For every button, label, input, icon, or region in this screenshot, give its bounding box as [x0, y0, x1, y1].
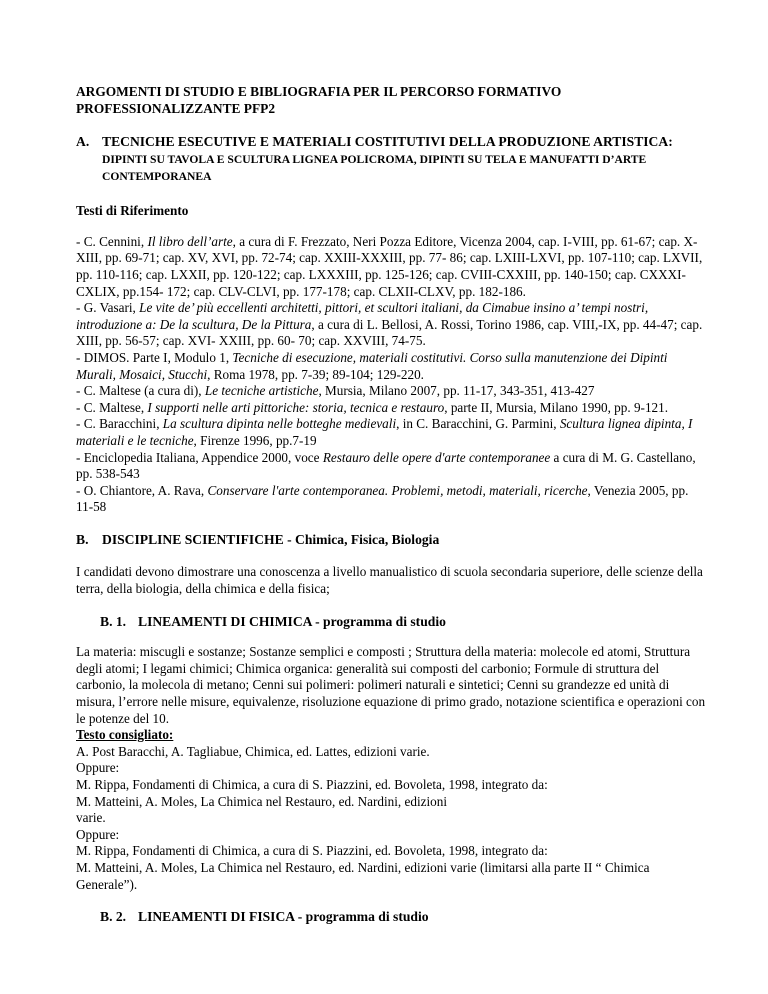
recommended-text-line: M. Matteini, A. Moles, La Chimica nel Restauro, ed. Nardini, edizioni	[76, 793, 448, 809]
section-a-letter: A.	[76, 133, 90, 149]
chemistry-program-text: La materia: miscugli e sostanze; Sostanze semplici e composti ; Struttura della materia: molecole ed atomi, Struttura degli atomi; I legami chimici; Chimica organica: generalità sui composti del carbonio; Formule di struttura del carbonio, la molecola di metano; Cenni sui polimeri: polimeri naturali e sintetici; Cenni su grandezze ed unità di misura, l’errore nelle misure, equivalenze, risoluzione equazione di primo grado, notazione scientifica e operazioni con le potenze del 10.	[76, 644, 706, 726]
recommended-text-line: A. Post Baracchi, A. Tagliabue, Chimica, ed. Lattes, edizioni varie.	[76, 743, 430, 759]
section-b2-number: B. 2.	[100, 909, 127, 925]
reference-item: - C. Cennini, Il libro dell’arte, a cura di F. Frezzato, Neri Pozza Editore, Vicenza 2004, cap. I-VIII, pp. 61-67; cap. X-XIII, pp. 69-71; cap. XV, XVI, pp. 72-74; cap. XXIII-XXXIII, pp. 77- 86; cap. LXIII-LXVI, pp. 107-110; cap. LXVII, pp. 110-116; cap. LXXII, pp. 120-122; cap. LXXXIII, pp. 125-126; cap. CVIII-CXXIII, pp. 140-150; cap. CXXXI-CXLIX, pp.154- 172; cap. CLV-CLVI, pp. 177-178; cap. CLXII-CLXV, pp. 182-186.	[76, 233, 703, 299]
reference-item: - DIMOS. Parte I, Modulo 1, Tecniche di esecuzione, materiali costitutivi. Corso sulla manutenzione dei Dipinti Murali, Mosaici, Stucchi, Roma 1978, pp. 7-39; 89-104; 129-220.	[76, 349, 668, 382]
section-b-letter: B.	[76, 531, 89, 547]
recommended-text-line: M. Matteini, A. Moles, La Chimica nel Restauro, ed. Nardini, edizioni varie (limitarsi alla parte II “ Chimica Generale”).	[76, 859, 650, 892]
recommended-text-line: varie.	[76, 810, 106, 826]
recommended-text-line: M. Rippa, Fondamenti di Chimica, a cura di S. Piazzini, ed. Bovoleta, 1998, integrato da:	[76, 843, 548, 859]
reference-item: - C. Maltese (a cura di), Le tecniche artistiche, Mursia, Milano 2007, pp. 11-17, 343-351, 413-427	[76, 383, 595, 399]
section-b-intro: I candidati devono dimostrare una conoscenza a livello manualistico di scuola secondaria superiore, delle scienze della terra, della biologia, della chimica e della fisica;	[76, 564, 703, 597]
reference-item: - Enciclopedia Italiana, Appendice 2000, voce Restauro delle opere d'arte contemporanee a cura di M. G. Castellano, pp. 538-543	[76, 449, 696, 482]
document-title: ARGOMENTI DI STUDIO E BIBLIOGRAFIA PER IL PERCORSO FORMATIVO PROFESSIONALIZZANTE PFP2	[76, 84, 562, 116]
recommended-text-line: Oppure:	[76, 826, 120, 842]
references-list	[76, 234, 708, 516]
recommended-text-line: M. Rippa, Fondamenti di Chimica, a cura di S. Piazzini, ed. Bovoleta, 1998, integrato da:	[76, 777, 548, 793]
section-a-title-main: TECNICHE ESECUTIVE E MATERIALI COSTITUTIVI DELLA PRODUZIONE ARTISTICA:	[102, 133, 673, 149]
section-b1-heading	[100, 614, 708, 631]
reference-item: - O. Chiantore, A. Rava, Conservare l'arte contemporanea. Problemi, metodi, materiali, ricerche, Venezia 2005, pp. 11-58	[76, 482, 689, 515]
section-a-title-sub: DIPINTI SU TAVOLA E SCULTURA LIGNEA POLICROMA, DIPINTI SU TELA E MANUFATTI D’ARTE CONTEMPORANEA	[102, 152, 647, 183]
reference-item: - G. Vasari, Le vite de’ più eccellenti architetti, pittori, et scultori italiani, da Cimabue insino a’ tempi nostri, introduzione a: De la scultura, De la Pittura, a cura di L. Bellosi, A. Rossi, Torino 1986, cap. VIII,-IX, pp. 44-47; cap. XIII, pp. 56-57; cap. XVI- XXIII, pp. 60- 70; cap. XXVIII, 74-75.	[76, 300, 703, 349]
section-b-title: DISCIPLINE SCIENTIFICHE - Chimica, Fisica, Biologia	[102, 531, 440, 547]
recommended-text-label: Testo consigliato:	[76, 727, 174, 743]
recommended-text-line: Oppure:	[76, 760, 120, 776]
references-heading: Testi di Riferimento	[76, 203, 189, 219]
section-a-heading	[76, 134, 708, 186]
section-b2-heading	[100, 909, 708, 926]
section-b2-title: LINEAMENTI DI FISICA - programma di studio	[138, 909, 429, 925]
section-b-heading	[76, 532, 708, 549]
section-a-title	[102, 134, 708, 186]
reference-item: - C. Maltese, I supporti nelle arti pittoriche: storia, tecnica e restauro, parte II, Mursia, Milano 1990, pp. 9-121.	[76, 399, 669, 415]
section-b1-number: B. 1.	[100, 613, 127, 629]
reference-item: - C. Baracchini, La scultura dipinta nelle botteghe medievali, in C. Baracchini, G. Parmini, Scultura lignea dipinta, I materiali e le tecniche, Firenze 1996, pp.7-19	[76, 416, 693, 448]
section-b1-title: LINEAMENTI DI CHIMICA - programma di studio	[138, 613, 446, 629]
